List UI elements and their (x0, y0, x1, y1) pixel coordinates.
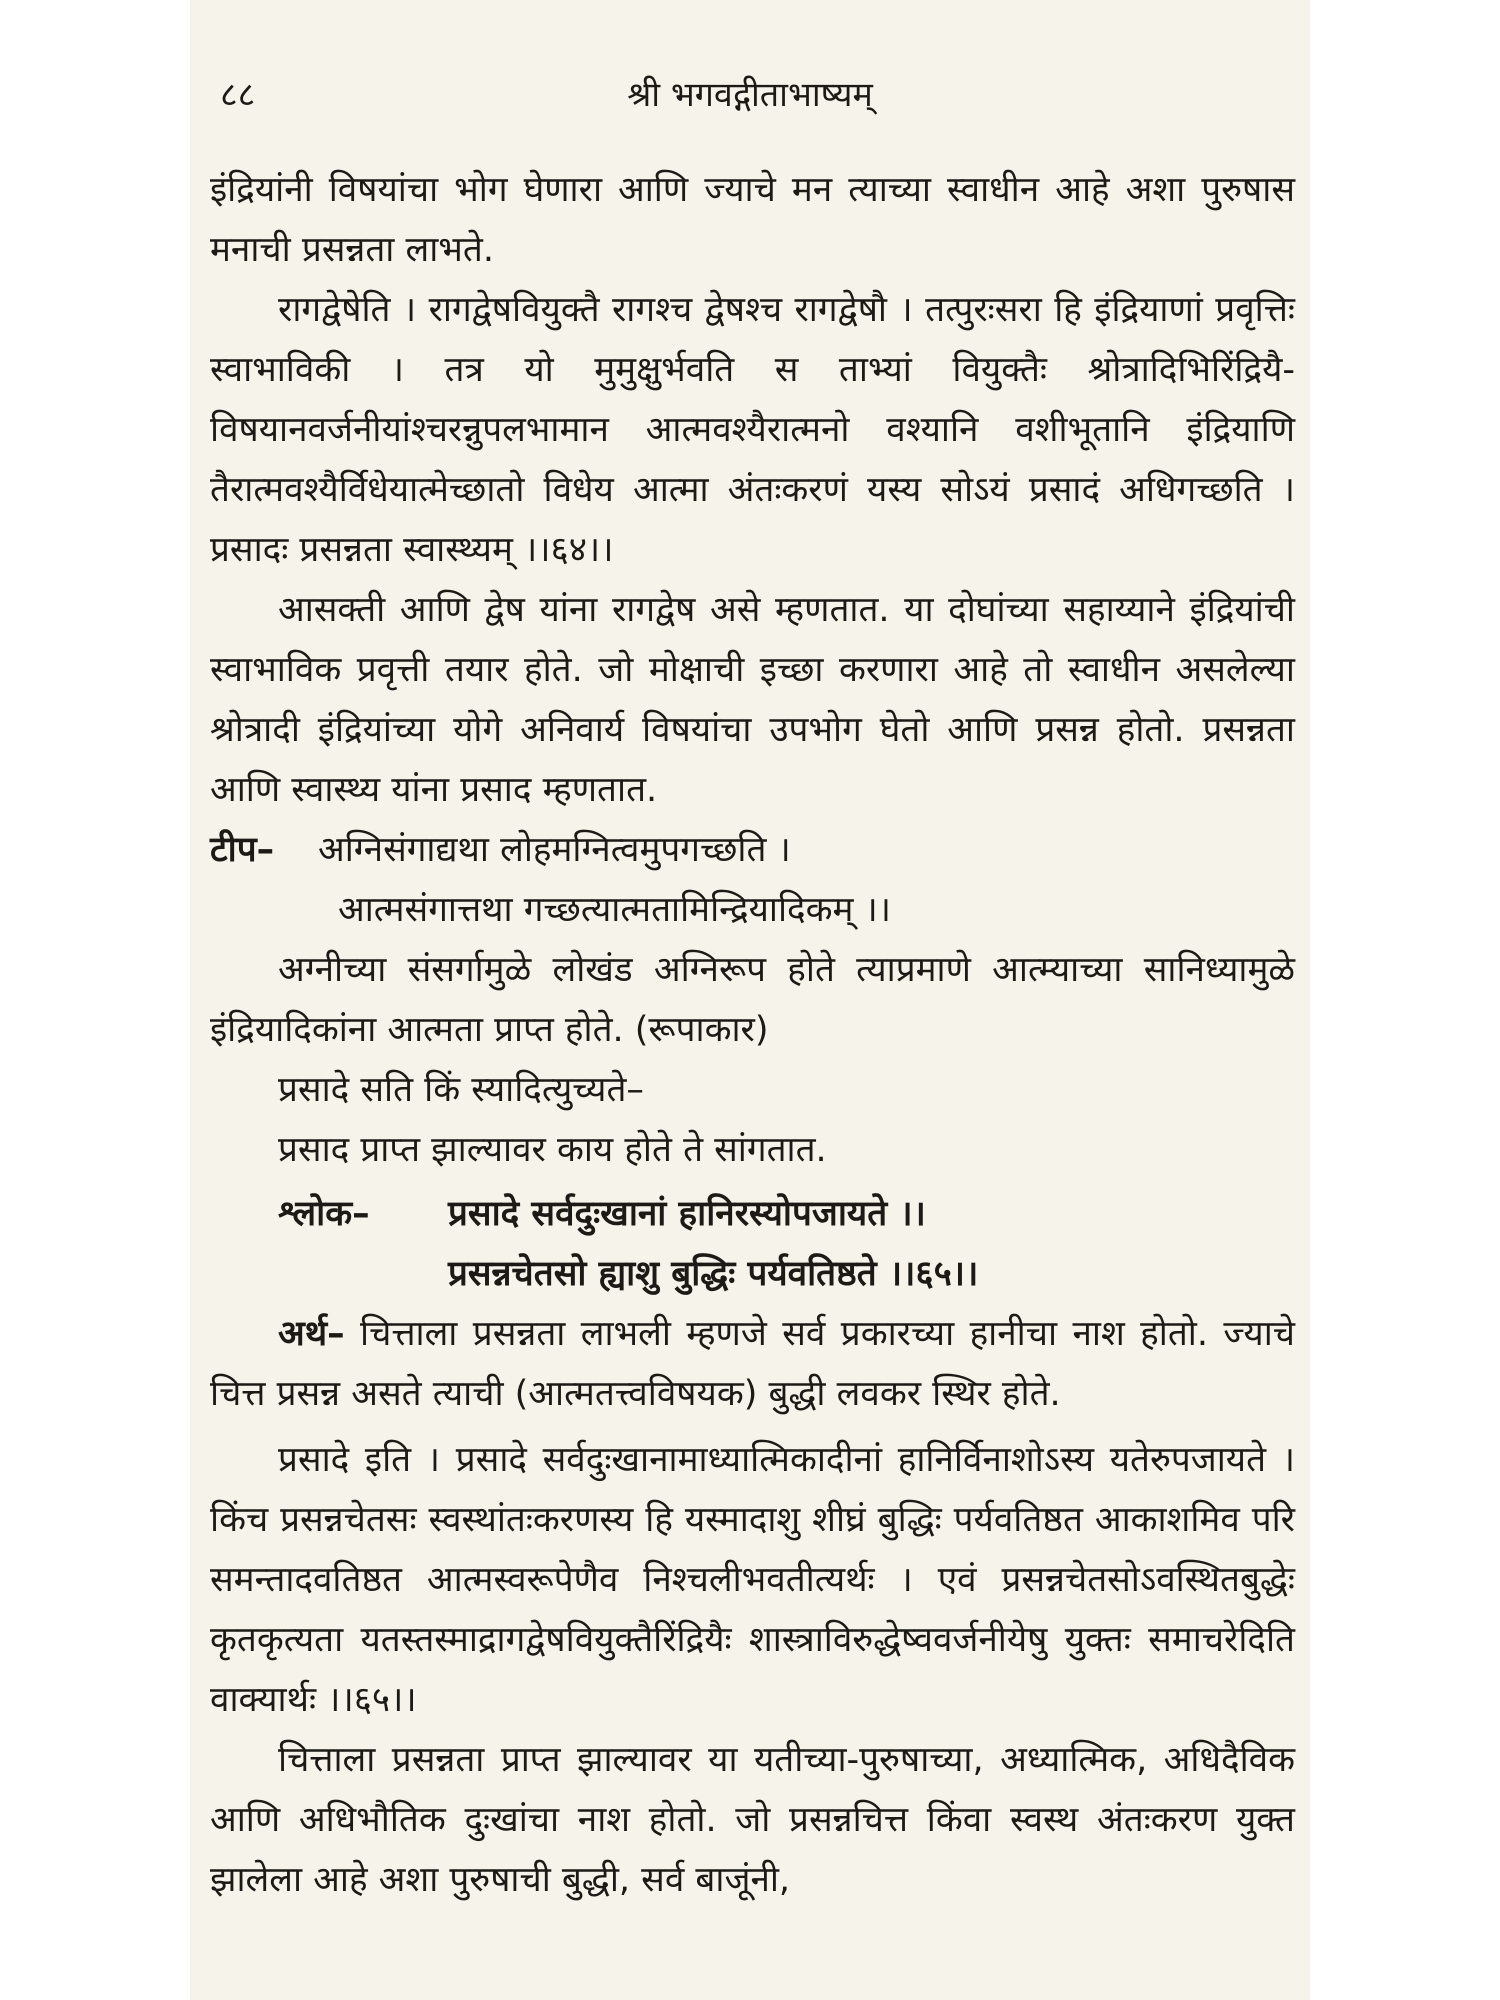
intro-marathi: प्रसाद प्राप्त झाल्यावर काय होते ते सांगतात. (278, 1130, 827, 1170)
paragraph-bhashya-64: रागद्वेषेति । रागद्वेषवियुक्तै रागश्च द्वेषश्च रागद्वेषौ । तत्पुरःसरा हि इंद्रियाणां प्रवृत्तिः स्वाभाविकी । तत्र यो मुमुक्षुर्भवति स ताभ्यां वियुक्तैः श्रोत्रादिभिरिंद्रियै-विषयानवर्जनीयांश्चरन्नुपलभामान आत्मवश्यैरात्मनो वश्यानि वशीभूतानि इंद्रियाणि तैरात्मवश्यैर्विधेयात्मेच्छातो विधेय आत्मा अंतःकरणं यस्य सोऽयं प्रसादं अधिगच्छति । प्रसादः प्रसन्नता स्वास्थ्यम् ।।६४।। (210, 290, 1295, 570)
shloka-line-1: प्रसादे सर्वदुःखानां हानिरस्योपजायते ।। (448, 1194, 926, 1234)
book-page (190, 0, 1310, 2000)
tip-verse-line-2: आत्मसंगात्तथा गच्छत्यात्मतामिन्द्रियादिकम् ।। (338, 890, 892, 930)
artha-label: अर्थ– (278, 1314, 345, 1354)
page-header (210, 70, 1290, 120)
shloka-block (210, 1184, 1295, 1244)
artha-text: चित्ताला प्रसन्नता लाभली म्हणजे सर्व प्रकारच्या हानीचा नाश होतो. ज्याचे चित्त प्रसन्न असते त्याची (आत्मतत्त्वविषयक) बुद्धी लवकर स्थिर होते. (210, 1314, 1295, 1414)
artha-paragraph (210, 1304, 1295, 1424)
tip-label: टीप– (210, 830, 275, 870)
tip-block (210, 820, 1295, 880)
shloka-line-2: प्रसन्नचेतसो ह्याशु बुद्धिः पर्यवतिष्ठते ।।६५।। (448, 1254, 979, 1294)
paragraph-explanation-64: आसक्ती आणि द्वेष यांना रागद्वेष असे म्हणतात. या दोघांच्या सहाय्याने इंद्रियांची स्वाभाविक प्रवृत्ती तयार होते. जो मोक्षाची इच्छा करणारा आहे तो स्वाधीन असलेल्या श्रोत्रादी इंद्रियांच्या योगे अनिवार्य विषयांचा उपभोग घेतो आणि प्रसन्न होतो. प्रसन्नता आणि स्वास्थ्य यांना प्रसाद म्हणतात. (210, 590, 1295, 810)
paragraph-explanation-65: चित्ताला प्रसन्नता प्राप्त झाल्यावर या यतीच्या-पुरुषाच्या, अध्यात्मिक, अधिदैविक आणि अधिभौतिक दुःखांचा नाश होतो. जो प्रसन्नचित्त किंवा स्वस्थ अंतःकरण युक्त झालेला आहे अशा पुरुषाची बुद्धी, सर्व बाजूंनी, (210, 1740, 1295, 1900)
tip-verse-line-1: अग्निसंगाद्यथा लोहमग्नित्वमुपगच्छति । (318, 830, 791, 870)
tip-meaning: अग्नीच्या संसर्गामुळे लोखंड अग्निरूप होते त्याप्रमाणे आत्म्याच्या सानिध्यामुळे इंद्रियादिकांना आत्मता प्राप्त होते. (रूपाकार) (210, 950, 1295, 1050)
page-body (210, 160, 1295, 1910)
page-number: ८८ (220, 75, 256, 115)
paragraph-translation-64: इंद्रियांनी विषयांचा भोग घेणारा आणि ज्याचे मन त्याच्या स्वाधीन आहे अशा पुरुषास मनाची प्रसन्नता लाभते. (210, 170, 1295, 270)
intro-sanskrit: प्रसादे सति किं स्यादित्युच्यते– (278, 1070, 644, 1110)
running-title: श्री भगवद्गीताभाष्यम् (627, 75, 873, 115)
shloka-label: श्लोक– (278, 1194, 370, 1234)
paragraph-bhashya-65: प्रसादे इति । प्रसादे सर्वदुःखानामाध्यात्मिकादीनां हानिर्विनाशोऽस्य यतेरुपजायते । किंच प्रसन्नचेतसः स्वस्थांतःकरणस्य हि यस्मादाशु शीघ्रं बुद्धिः पर्यवतिष्ठत आकाशमिव परि समन्तादवतिष्ठत आत्मस्वरूपेणैव निश्चलीभवतीत्यर्थः । एवं प्रसन्नचेतसोऽवस्थितबुद्धेः कृतकृत्यता यतस्तस्माद्रागद्वेषवियुक्तैरिंद्रियैः शास्त्राविरुद्धेष्ववर्जनीयेषु युक्तः समाचरेदिति वाक्यार्थः ।।६५।। (210, 1440, 1295, 1720)
